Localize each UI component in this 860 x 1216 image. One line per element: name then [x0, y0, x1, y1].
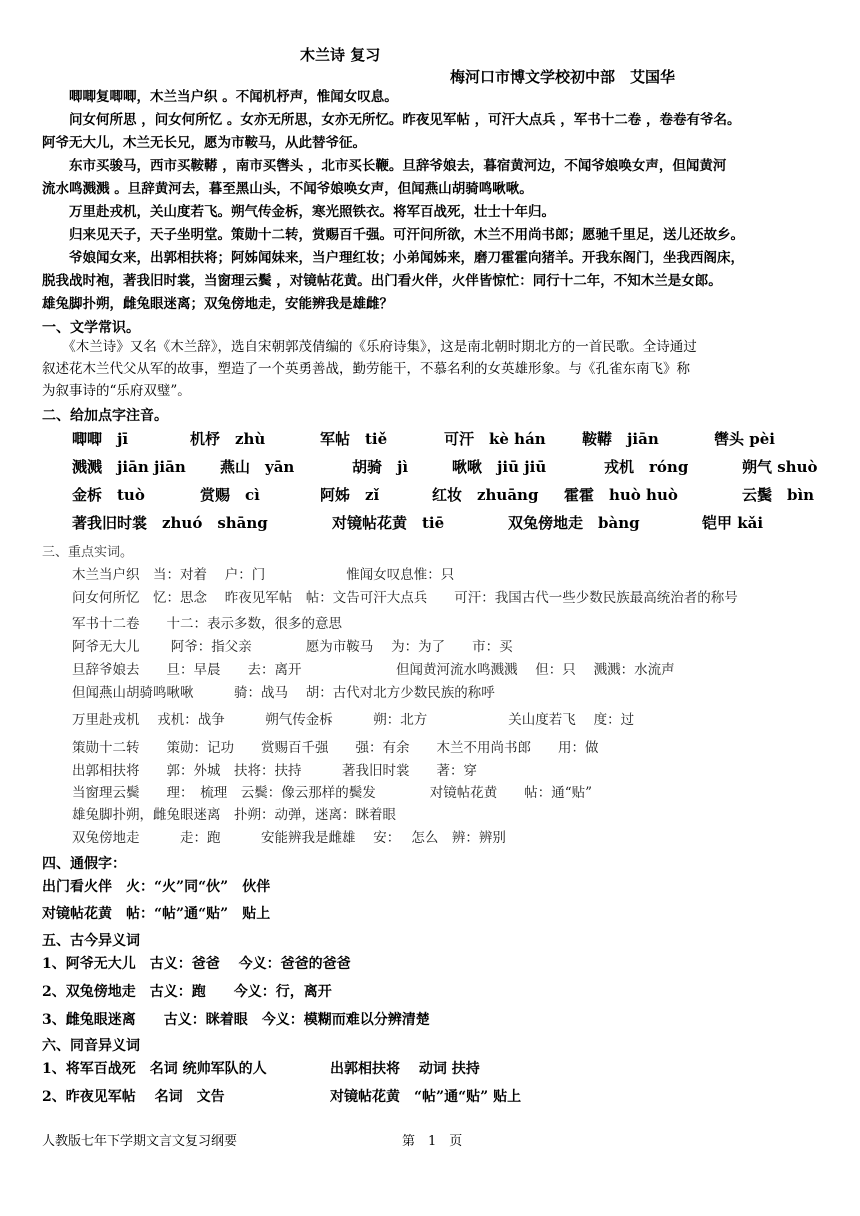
pinyin-item: 赏赐 cì [200, 486, 260, 504]
poem-line: 雄兔脚扑朔，雌兔眼迷离；双兔傍地走，安能辨我是雄雌？ [42, 296, 393, 312]
keyword-line: 当窗理云鬓 理： 梳理 云鬓：像云那样的鬓发 对镜帖花黄 帖：通“贴” [72, 785, 593, 801]
tongyin-line: 出郭相扶将 动词 扶持 [330, 1061, 480, 1077]
tongyin-line: 对镜帖花黄 “帖”通“贴” 贴上 [330, 1089, 522, 1105]
keyword-line: 但闻燕山胡骑鸣啾啾 骑：战马 胡：古代对北方少数民族的称呼 [72, 685, 495, 701]
keyword-line: 雄兔脚扑朔，雌兔眼迷离 扑朔：动弹，迷离：眯着眼 [72, 807, 396, 823]
keyword-line: 木兰当户织 当：对着 户：门 惟闻女叹息惟：只 [72, 567, 455, 583]
pinyin-item: 戎机 róng [604, 458, 689, 476]
footer-text: 人教版七年下学期文言文复习纲要 [42, 1134, 238, 1149]
pinyin-item: 霍霍 huò huò [564, 486, 678, 504]
pinyin-item: 唧唧 jī [72, 430, 129, 448]
poem-line: 归来见天子，天子坐明堂。策勋十二转，赏赐百千强。可汗问所欲，木兰不用尚书郎；愿驰千里足，送儿还故乡。 [42, 227, 744, 243]
pinyin-item: 辔头 pèi [714, 430, 775, 448]
keyword-line: 出郭相扶将 郭：外城 扶将：扶持 著我旧时裳 著：穿 [72, 763, 477, 779]
tongyin-line: 2、昨夜见军帖 名词 文告 [42, 1089, 225, 1105]
literature-line: 叙述花木兰代父从军的故事，塑造了一个英勇善战，勤劳能干，不慕名利的女英雄形象。与《孔雀东南飞》称 [42, 361, 690, 377]
pinyin-item: 著我旧时裳 zhuó shāng [72, 514, 268, 532]
pinyin-item: 鞍鞯 jiān [582, 430, 659, 448]
pinyin-item: 铠甲 kǎi [702, 514, 764, 532]
literature-line: 《木兰诗》又名《木兰辞》，选自宋朝郭茂倩编的《乐府诗集》，这是南北朝时期北方的一首民歌。全诗通过 [42, 339, 697, 355]
pinyin-item: 朔气 shuò [742, 458, 818, 476]
pinyin-item: 可汗 kè hán [444, 430, 546, 448]
pinyin-item: 机杼 zhù [190, 430, 266, 448]
section-heading-literature: 一、文学常识。 [42, 320, 140, 336]
gujin-line: 3、雌兔眼迷离 古义：眯着眼 今义：模糊而难以分辨清楚 [42, 1012, 430, 1028]
pinyin-item: 红妆 zhuāng [432, 486, 539, 504]
tongyin-line: 1、将军百战死 名词 统帅军队的人 [42, 1061, 267, 1077]
poem-line: 万里赴戎机，关山度若飞。朔气传金柝，寒光照铁衣。将军百战死，壮士十年归。 [42, 204, 555, 220]
pinyin-item: 溅溅 jiān jiān [72, 458, 186, 476]
keyword-line: 旦辞爷娘去 旦：早晨 去：离开 但闻黄河流水鸣溅溅 但：只 溅溅：水流声 [72, 662, 675, 678]
page-title: 木兰诗 复习 [300, 46, 381, 64]
pinyin-item: 阿姊 zǐ [320, 486, 380, 504]
poem-line: 脱我战时袍，著我旧时裳，当窗理云鬓 ，对镜帖花黄。出门看火伴，火伴皆惊忙：同行十二年，不知木兰是女郎。 [42, 273, 722, 289]
pinyin-item: 啾啾 jiū jiū [452, 458, 547, 476]
gujin-line: 1、阿爷无大儿 古义：爸爸 今义：爸爸的爸爸 [42, 956, 351, 972]
poem-line: 东市买骏马，西市买鞍鞯 ，南市买辔头 ，北市买长鞭。旦辞爷娘去，暮宿黄河边，不闻爷娘唤女声，但闻黄河 [42, 158, 727, 174]
pinyin-item: 云鬓 bìn [742, 486, 815, 504]
section-heading-pinyin: 二、给加点字注音。 [42, 408, 168, 424]
pinyin-item: 双兔傍地走 bàng [508, 514, 640, 532]
section-heading-tongyin: 六、同音异义词 [42, 1038, 140, 1054]
tongjia-line: 出门看火伴 火：“火”同“伙” 伙伴 [42, 879, 271, 895]
keyword-line: 军书十二卷 十二：表示多数，很多的意思 [72, 616, 342, 632]
section-heading-gujin: 五、古今异义词 [42, 933, 140, 949]
section-heading-tongjia: 四、通假字： [42, 856, 126, 872]
keyword-line: 策勋十二转 策勋：记功 赏赐百千强 强：有余 木兰不用尚书郎 用：做 [72, 740, 599, 756]
literature-line: 为叙事诗的“乐府双璧”。 [42, 383, 191, 399]
poem-line: 问女何所思 ，问女何所忆 。女亦无所思，女亦无所忆。昨夜见军帖 ，可汗大点兵 ，军书十二卷 ，卷卷有爷名。 [42, 112, 741, 128]
pinyin-item: 胡骑 jì [352, 458, 409, 476]
section-heading-keywords: 三、重点实词。 [42, 545, 134, 560]
page-number: 第 1 页 [402, 1134, 463, 1149]
poem-line: 流水鸣溅溅 。旦辞黄河去，暮至黑山头，不闻爷娘唤女声，但闻燕山胡骑鸣啾啾。 [42, 181, 533, 197]
poem-line: 阿爷无大儿，木兰无长兄，愿为市鞍马，从此替爷征。 [42, 135, 366, 151]
keyword-line: 万里赴戎机 戎机：战争 朔气传金柝 朔：北方 关山度若飞 度：过 [72, 712, 635, 728]
tongjia-line: 对镜帖花黄 帖：“帖”通“贴” 贴上 [42, 906, 271, 922]
keyword-line: 问女何所忆 忆：思念 昨夜见军帖 帖：文告可汗大点兵 可汗：我国古代一些少数民族最高统治者的称号 [72, 590, 738, 606]
pinyin-item: 金柝 tuò [72, 486, 145, 504]
pinyin-item: 对镜帖花黄 tiē [332, 514, 445, 532]
pinyin-item: 军帖 tiě [320, 430, 388, 448]
poem-line: 唧唧复唧唧，木兰当户织 。不闻机杼声，惟闻女叹息。 [42, 89, 398, 105]
pinyin-item: 燕山 yān [220, 458, 295, 476]
author-line: 梅河口市博文学校初中部 艾国华 [450, 68, 676, 86]
keyword-line: 双兔傍地走 走：跑 安能辨我是雌雄 安： 怎么 辨：辨别 [72, 830, 506, 846]
gujin-line: 2、双兔傍地走 古义：跑 今义：行，离开 [42, 984, 332, 1000]
poem-line: 爷娘闻女来，出郭相扶将；阿姊闻妹来，当户理红妆；小弟闻姊来，磨刀霍霍向猪羊。开我东阁门，坐我西阁床， [42, 250, 744, 266]
keyword-line: 阿爷无大儿 阿爷：指父亲 愿为市鞍马 为：为了 市：买 [72, 639, 513, 655]
